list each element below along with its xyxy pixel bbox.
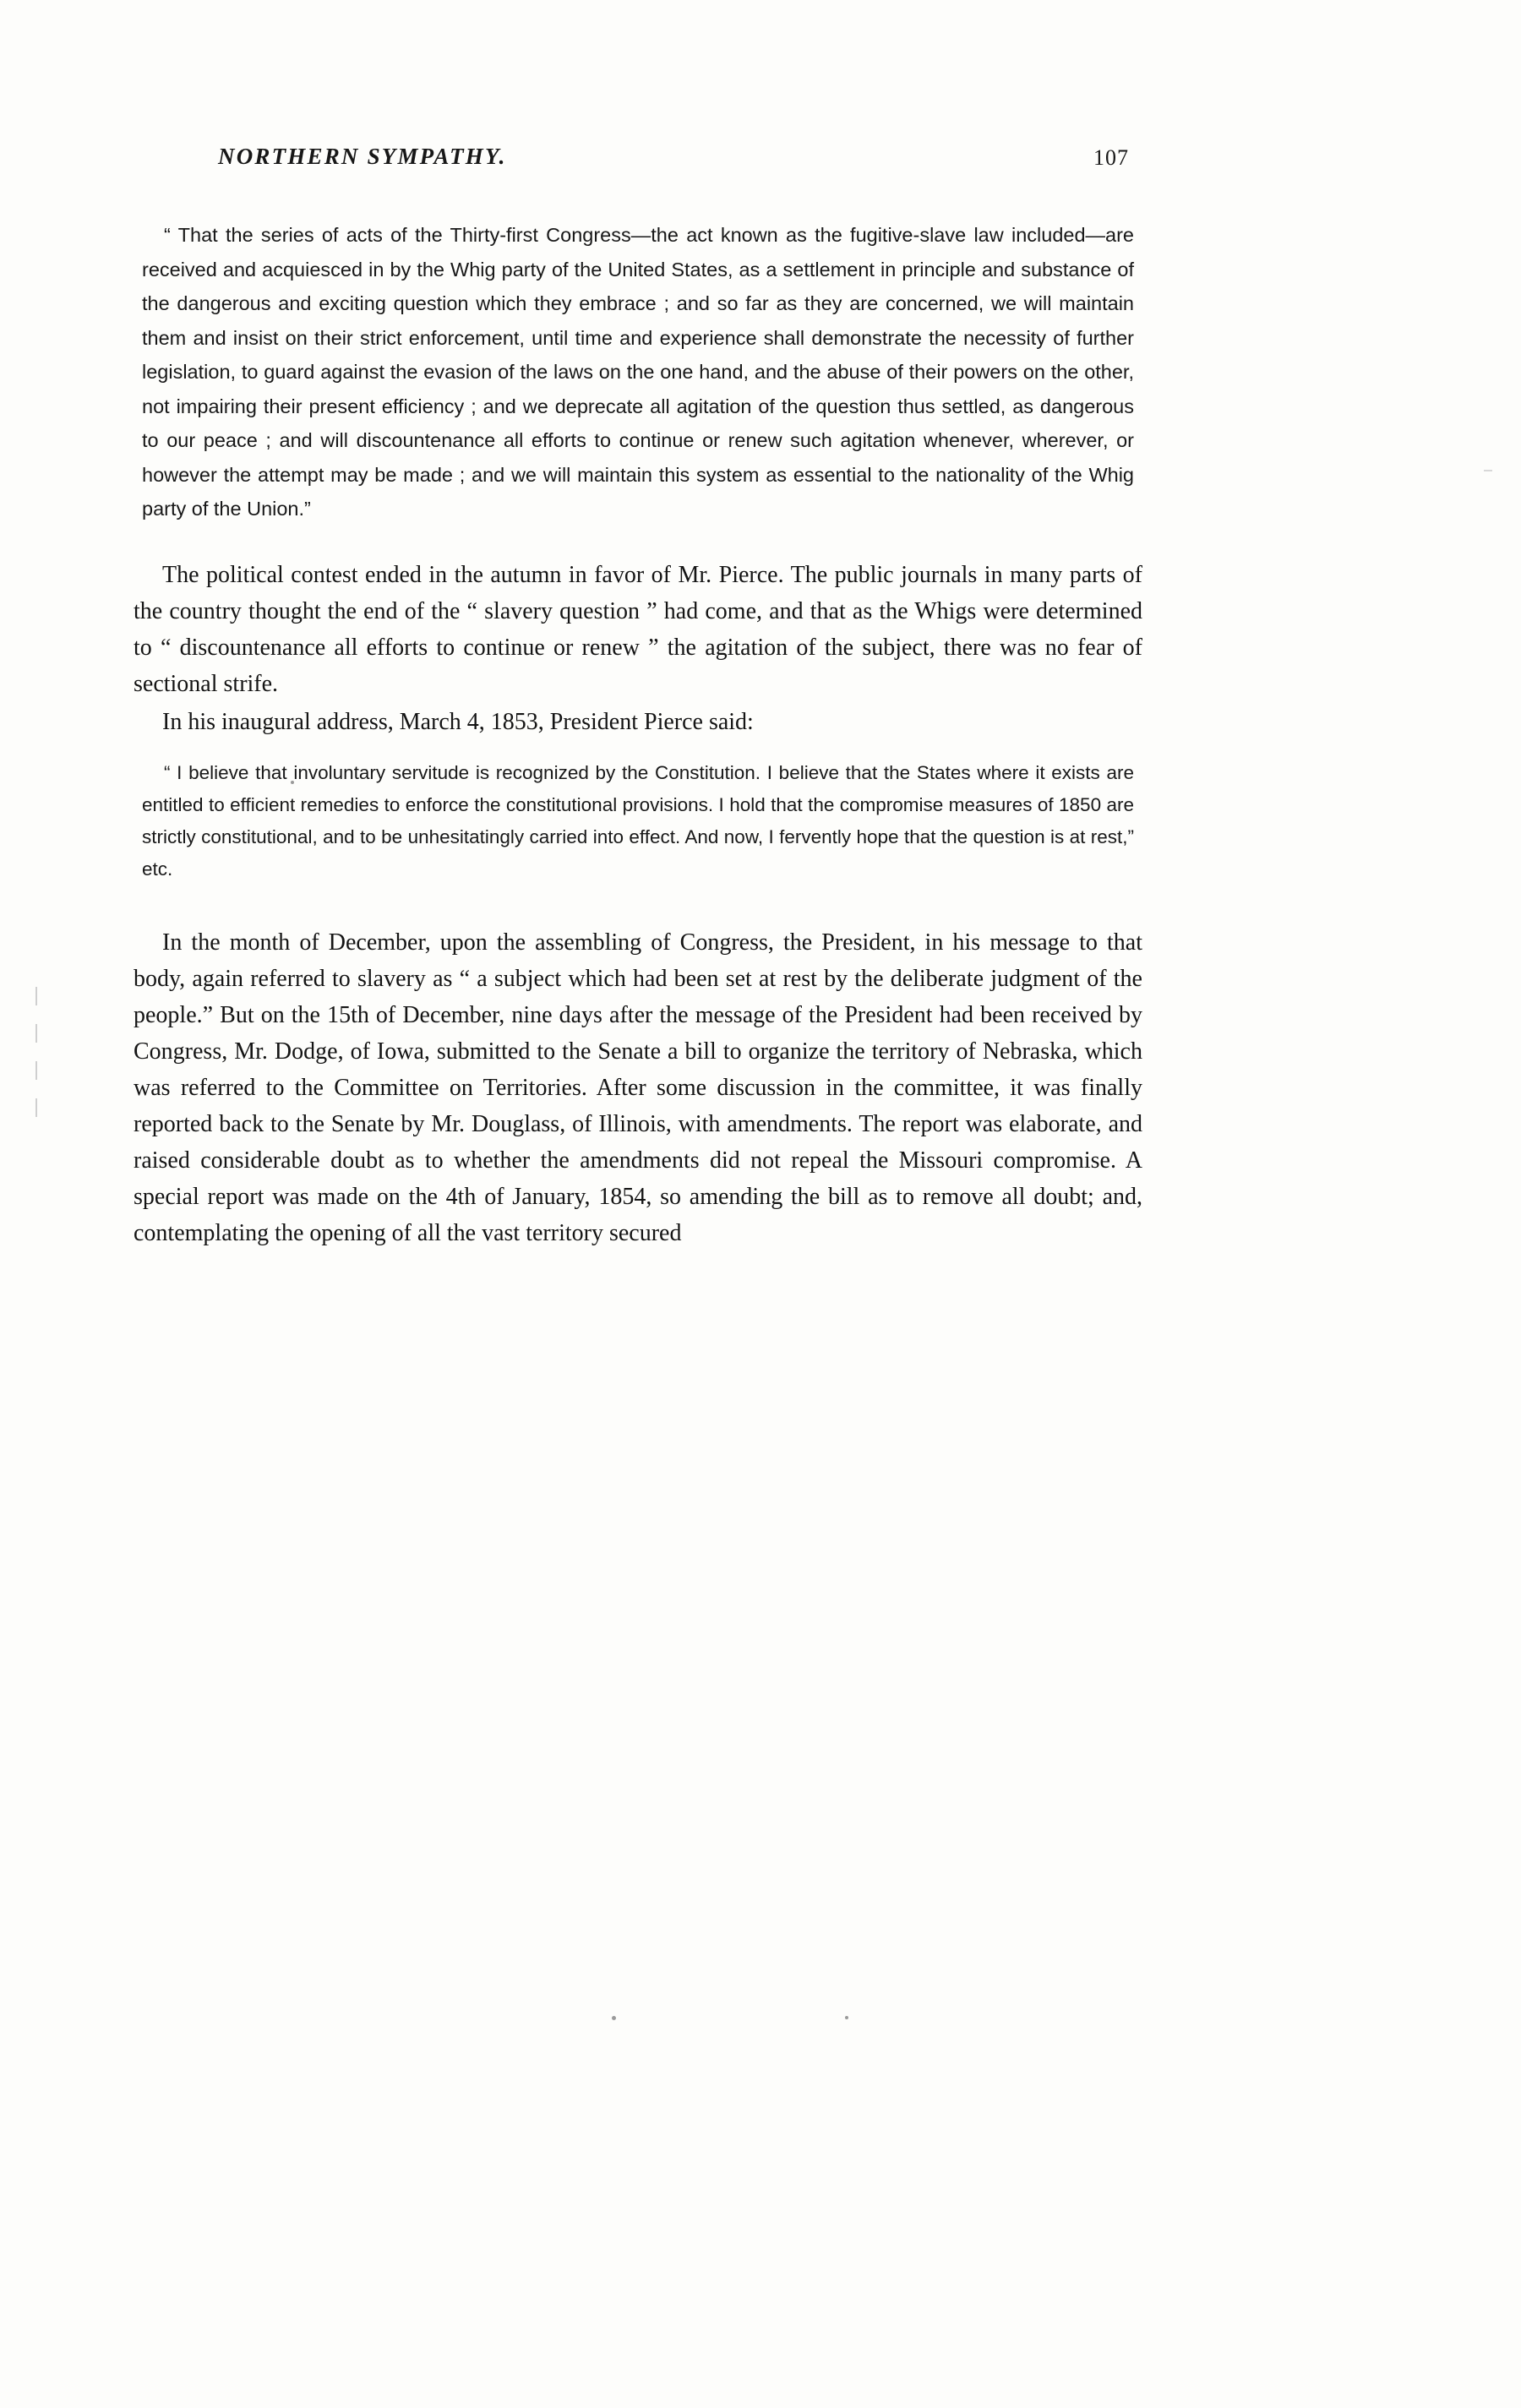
margin-rule-artifact [35, 1061, 37, 1080]
page-edge-mark [1484, 470, 1492, 471]
running-head: NORTHERN SYMPATHY. [218, 144, 507, 169]
paragraph-spacer [93, 531, 1183, 557]
paragraph-december-message: In the month of December, upon the assembling of Congress, the President, in his message to that body, again referred to slavery as “ a subject which had been set at rest by the deliberate judgment of the people.” But on the 15th of December, nine days after the message of the President had been received by Congress, Mr. Dodge, of Iowa, submitted to the Senate a bill to organize the territory of Nebraska, which was referred to the Committee on Territories. After some discussion in the committee, it was finally reported back to the Senate by Mr. Douglass, of Illinois, with amendments. The report was elaborate, and raised considerable doubt as to whether the amendments did not repeal the Missouri compromise. A special report was made on the 4th of January, 1854, so amending the bill as to remove all doubt; and, contemplating the opening of all the vast territory secured [134, 929, 1142, 1246]
margin-rule-artifact [35, 987, 37, 1005]
page-number: 107 [1093, 145, 1129, 170]
margin-rule-artifact [35, 1098, 37, 1117]
page-content [93, 144, 1183, 1253]
paragraph-spacer [93, 742, 1183, 757]
paragraph-political-contest: The political contest ended in the autumn in favor of Mr. Pierce. The public journals in many parts of the country thought the end of the “ slavery question ” had come, and that as the Whigs were determined to “ discountenance all efforts to continue or renew ” the agitation of the subject, there was no fear of sectional strife. [134, 561, 1142, 697]
ink-speck [845, 2016, 848, 2019]
page-header [93, 144, 1183, 194]
ink-speck [612, 2016, 616, 2020]
block-quote-whig-platform: “ That the series of acts of the Thirty-first Congress—the act known as the fugitive-slave law included—are received and acquiesced in by the Whig party of the United States, as a settlement in principle and substance of the dangerous and exciting question which they embrace ; and so far as they are concerned, we will maintain them and insist on their strict enforcement, until time and experience shall demonstrate the necessity of further legislation, to guard against the evasion of the laws on the one hand, and the abuse of their powers on the other, not impairing their present efficiency ; and we deprecate all agitation of the question thus settled, as dangerous to our peace ; and will discountenance all efforts to continue or renew such agitation whenever, wherever, or however the attempt may be made ; and we will maintain this system as essential to the nationality of the Whig party of the Union.” [142, 224, 1134, 520]
margin-rule-artifact [35, 1024, 37, 1043]
paragraph-spacer [93, 891, 1183, 924]
paragraph-inaugural-intro: In his inaugural address, March 4, 1853, President Pierce said: [162, 708, 754, 735]
block-quote-pierce-inaugural: “ I believe that involuntary servitude is recognized by the Constitution. I believe that the States where it exists are entitled to efficient remedies to enforce the constitutional provisions. I hold that the compromise measures of 1850 are strictly constitutional, and to be unhesitatingly carried into effect. And now, I fervently hope that the question is at rest,” etc. [142, 761, 1134, 880]
